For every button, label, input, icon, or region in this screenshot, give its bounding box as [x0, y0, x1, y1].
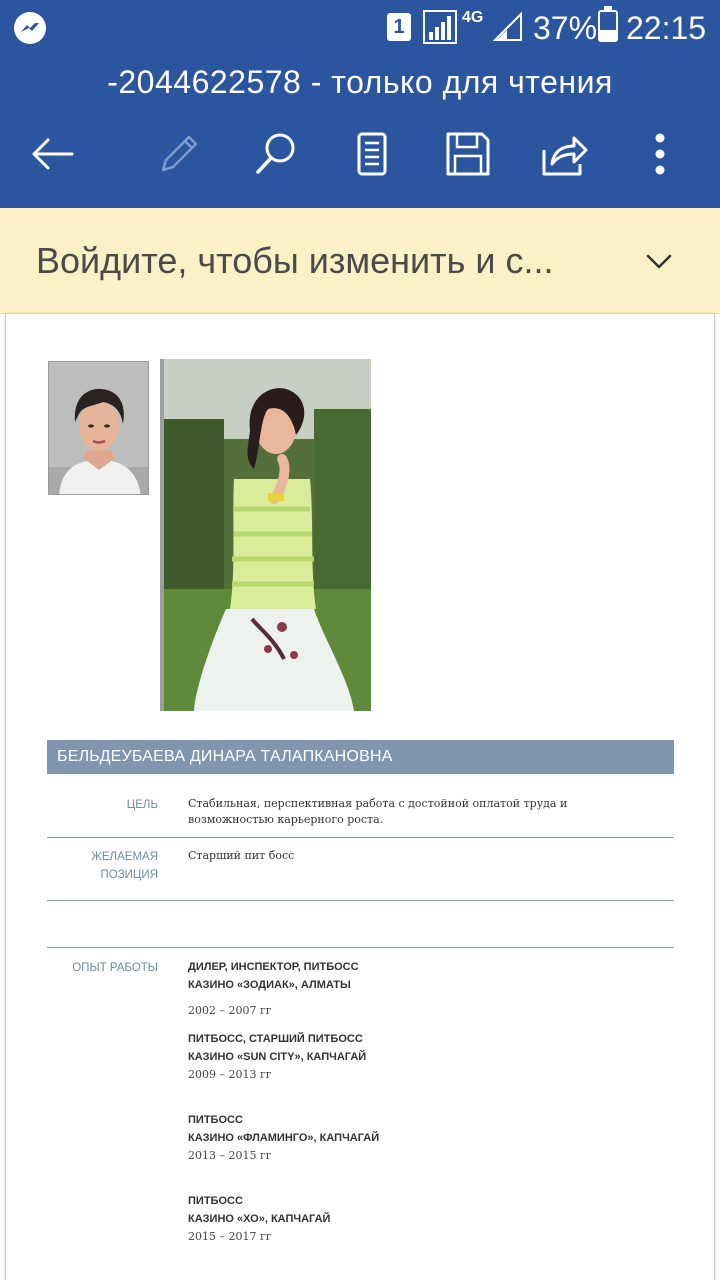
back-arrow-icon[interactable] [28, 130, 76, 178]
job-entry [188, 1192, 668, 1246]
job-entry [188, 1111, 668, 1165]
goal-label: ЦЕЛЬ [126, 799, 158, 811]
goal-text [188, 796, 668, 828]
job-title: ПИТБОСС [188, 1195, 243, 1207]
job-entry [188, 958, 668, 1020]
document-title: -2044622578 - только для чтения [107, 64, 613, 100]
position-label-line-2: ПОЗИЦИЯ [100, 869, 158, 881]
document-page[interactable] [5, 314, 715, 1280]
position-value: Старший пит босс [188, 849, 295, 862]
share-icon[interactable] [540, 130, 588, 178]
job-entry [188, 1030, 668, 1084]
job-title: ПИТБОСС, СТАРШИЙ ПИТБОСС [188, 1033, 363, 1045]
chevron-down-icon[interactable] [644, 246, 674, 276]
sign-in-message: Войдите, чтобы изменить и с... [36, 240, 554, 281]
job-company: КАЗИНО «ЗОДИАК», АЛМАТЫ [188, 979, 351, 991]
section-divider [47, 947, 674, 948]
pencil-icon[interactable] [155, 130, 203, 178]
status-bar [0, 0, 720, 56]
position-label-line-1: ЖЕЛАЕМАЯ [91, 851, 158, 863]
reading-view-icon[interactable] [348, 130, 396, 178]
search-icon[interactable] [252, 130, 300, 178]
position-label [46, 848, 158, 884]
job-company: КАЗИНО «SUN CITY», КАПЧАГАЙ [188, 1051, 367, 1063]
signal-bars-icon [493, 12, 523, 42]
sim-slot-icon: 1 [387, 13, 411, 41]
full-length-photo [160, 359, 371, 711]
save-icon[interactable] [444, 130, 492, 178]
portrait-photo [48, 361, 149, 495]
section-divider [47, 837, 674, 838]
battery-icon [598, 10, 618, 42]
goal-text-line-1: Стабильная, перспективная работа с достойной оплатой труда и [188, 797, 568, 810]
job-years: 2009 – 2013 гг [188, 1068, 272, 1081]
experience-label: ОПЫТ РАБОТЫ [72, 962, 158, 974]
job-company: КАЗИНО «ХО», КАПЧАГАЙ [188, 1213, 331, 1225]
section-divider [47, 900, 674, 901]
goal-text-line-2: возможностью карьерного роста. [188, 813, 384, 826]
app-bar [0, 56, 720, 208]
messenger-notification-icon [14, 12, 46, 44]
clock: 22:15 [626, 10, 707, 46]
network-type: 4G [462, 9, 484, 26]
job-years: 2002 – 2007 гг [188, 1004, 272, 1017]
candidate-name: БЕЛЬДЕУБАЕВА ДИНАРА ТАЛАПКАНОВНА [47, 740, 674, 774]
signal-strength-icon [423, 10, 457, 44]
battery-percent: 37% [533, 10, 598, 46]
job-years: 2015 – 2017 гг [188, 1230, 272, 1243]
sign-in-banner[interactable] [0, 208, 720, 314]
job-title: ДИЛЕР, ИНСПЕКТОР, ПИТБОСС [188, 961, 359, 973]
job-title: ПИТБОСС [188, 1114, 243, 1126]
job-company: КАЗИНО «ФЛАМИНГО», КАПЧАГАЙ [188, 1132, 380, 1144]
more-vert-icon[interactable] [636, 130, 684, 178]
job-years: 2013 – 2015 гг [188, 1149, 272, 1162]
